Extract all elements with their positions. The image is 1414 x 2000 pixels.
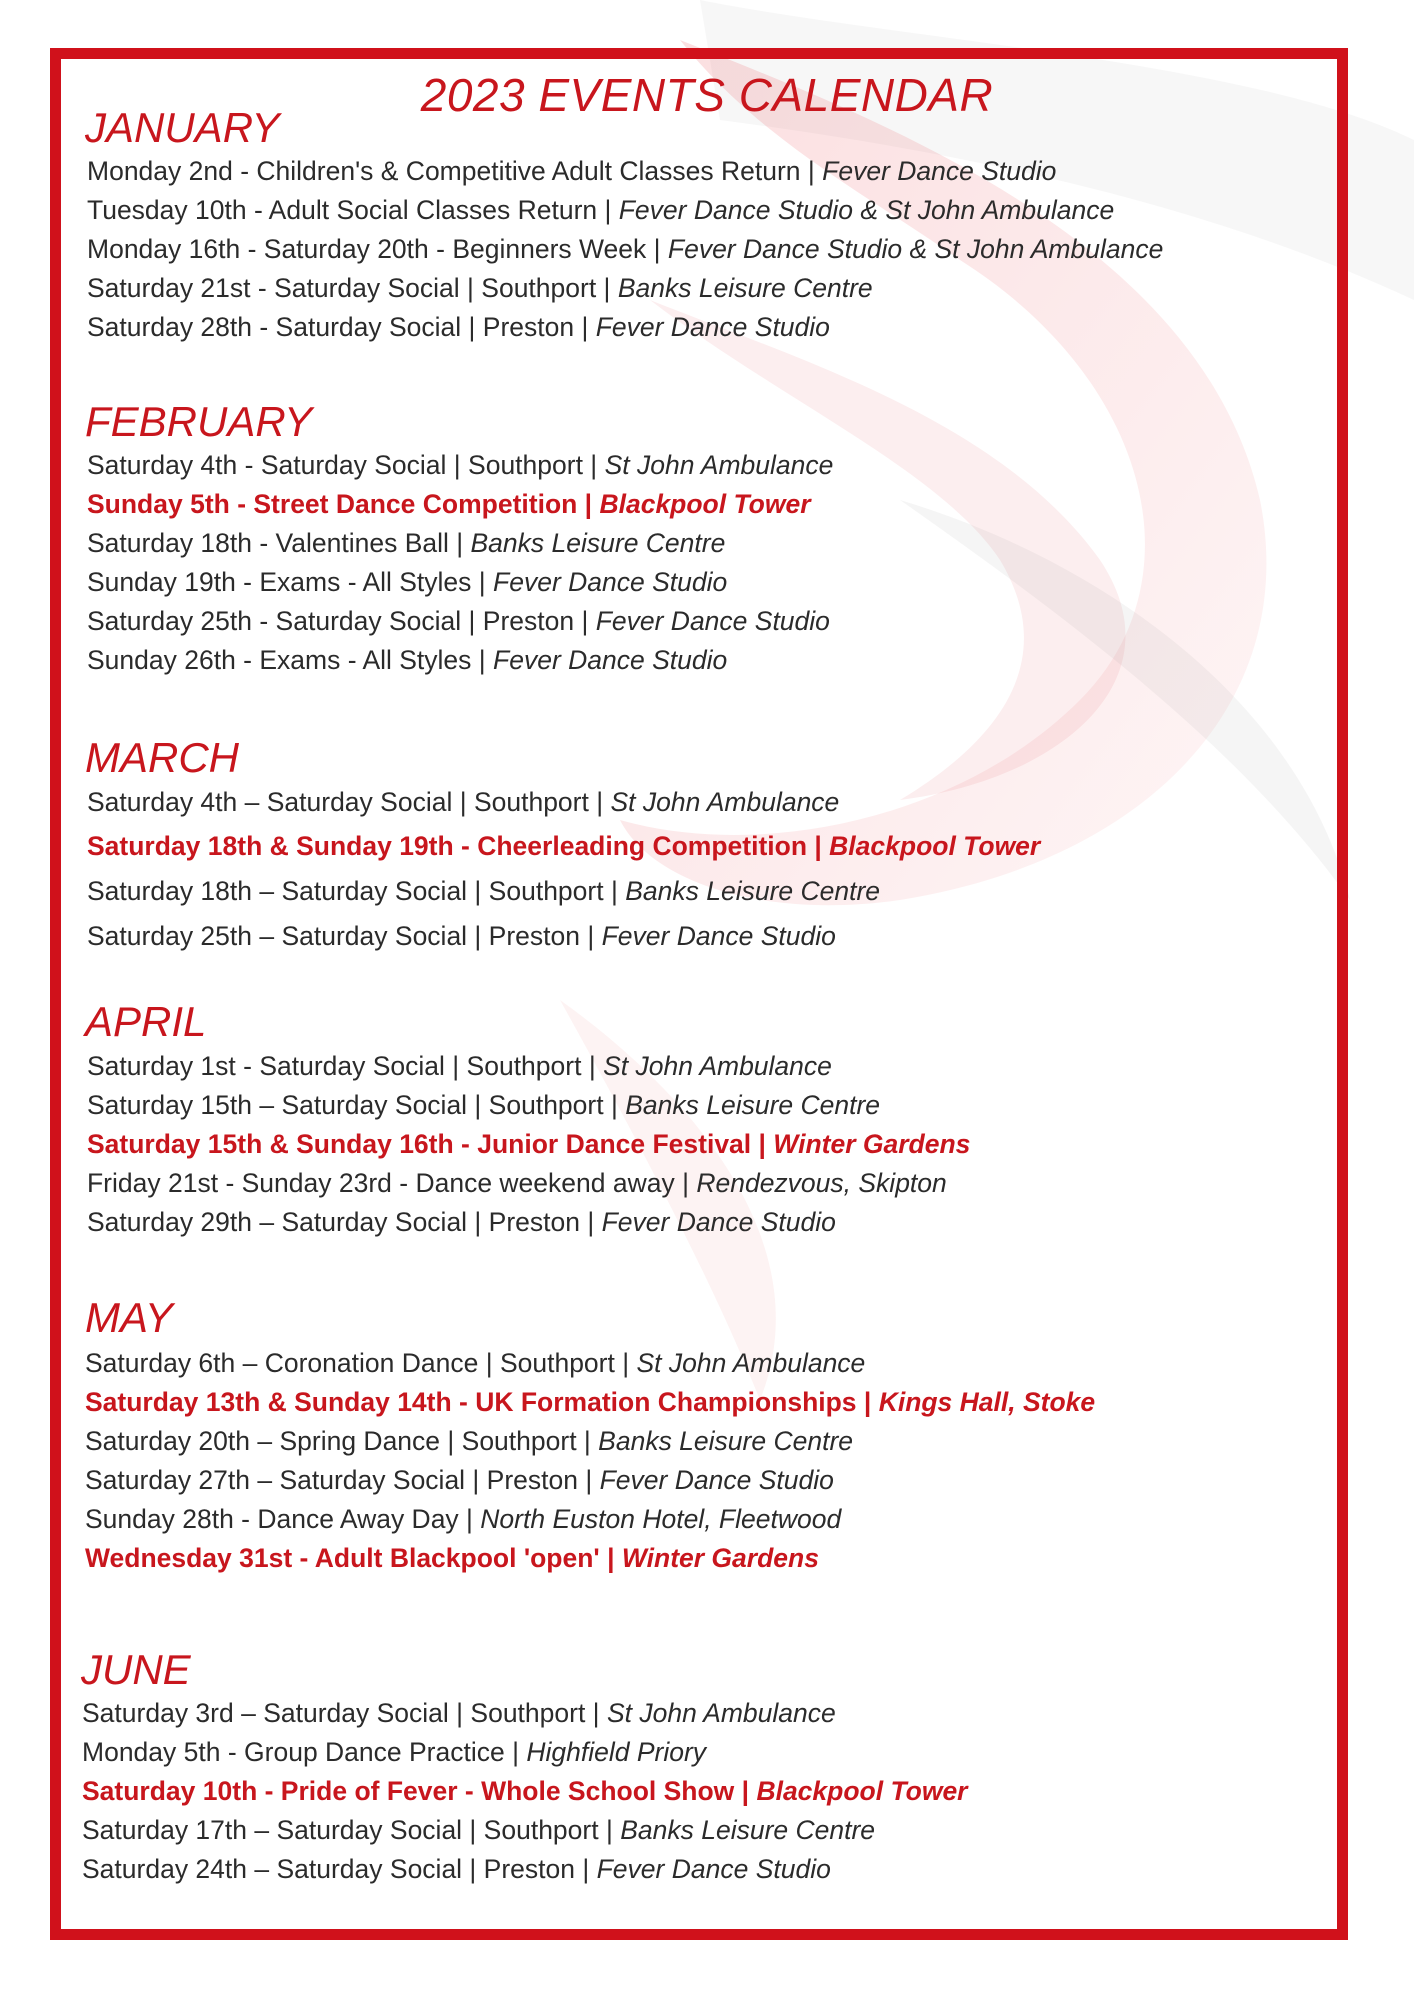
event-item: Saturday 6th – Coronation Dance | Southport | St John Ambulance xyxy=(85,1348,866,1378)
event-item: Saturday 18th – Saturday Social | Southport | Banks Leisure Centre xyxy=(87,876,881,906)
event-item: Friday 21st - Sunday 23rd - Dance weekend away | Rendezvous, Skipton xyxy=(87,1168,947,1198)
month-heading-january: JANUARY xyxy=(85,104,280,151)
month-heading-may: MAY xyxy=(85,1294,173,1341)
event-item-highlight: Sunday 5th - Street Dance Competition | Blackpool Tower xyxy=(87,489,811,519)
event-item: Monday 2nd - Children's & Competitive Adult Classes Return | Fever Dance Studio xyxy=(87,156,1057,186)
event-item-highlight: Saturday 15th & Sunday 16th - Junior Dance Festival | Winter Gardens xyxy=(87,1129,971,1159)
event-item: Saturday 3rd – Saturday Social | Southport | St John Ambulance xyxy=(82,1698,836,1728)
event-item: Sunday 19th - Exams - All Styles | Fever Dance Studio xyxy=(87,567,728,597)
event-item: Saturday 21st - Saturday Social | Southport | Banks Leisure Centre xyxy=(87,273,873,303)
event-item: Saturday 17th – Saturday Social | Southport | Banks Leisure Centre xyxy=(82,1815,876,1845)
event-item-highlight: Saturday 13th & Sunday 14th - UK Formation Championships | Kings Hall, Stoke xyxy=(85,1387,1096,1417)
month-heading-february: FEBRUARY xyxy=(85,398,313,445)
event-item: Saturday 4th - Saturday Social | Southport | St John Ambulance xyxy=(87,450,834,480)
event-list-may xyxy=(85,1344,1095,1578)
event-item: Saturday 25th - Saturday Social | Preston | Fever Dance Studio xyxy=(87,606,830,636)
month-heading-april: APRIL xyxy=(85,998,207,1045)
event-item-highlight: Wednesday 31st - Adult Blackpool 'open' | Winter Gardens xyxy=(85,1543,819,1573)
event-item: Tuesday 10th - Adult Social Classes Return | Fever Dance Studio & St John Ambulance xyxy=(87,195,1115,225)
event-list-january xyxy=(87,152,1163,347)
event-item: Saturday 18th - Valentines Ball | Banks Leisure Centre xyxy=(87,528,726,558)
event-item: Saturday 29th – Saturday Social | Preston | Fever Dance Studio xyxy=(87,1207,836,1237)
month-heading-june: JUNE xyxy=(81,1646,191,1693)
event-item: Saturday 20th – Spring Dance | Southport | Banks Leisure Centre xyxy=(85,1426,854,1456)
event-item: Sunday 26th - Exams - All Styles | Fever Dance Studio xyxy=(87,645,728,675)
month-heading-march: MARCH xyxy=(85,734,239,781)
event-list-june xyxy=(82,1694,968,1889)
page-title: 2023 EVENTS CALENDAR xyxy=(420,69,994,121)
event-list-february xyxy=(87,446,833,680)
event-list-april xyxy=(87,1047,970,1242)
event-item: Monday 16th - Saturday 20th - Beginners Week | Fever Dance Studio & St John Ambulance xyxy=(87,234,1164,264)
event-item: Saturday 28th - Saturday Social | Preston | Fever Dance Studio xyxy=(87,312,830,342)
event-item: Sunday 28th - Dance Away Day | North Euston Hotel, Fleetwood xyxy=(85,1504,842,1534)
event-list-march xyxy=(87,783,1040,956)
event-item-highlight: Saturday 10th - Pride of Fever - Whole School Show | Blackpool Tower xyxy=(82,1776,968,1806)
event-item: Monday 5th - Group Dance Practice | Highfield Priory xyxy=(82,1737,707,1767)
event-item: Saturday 27th – Saturday Social | Preston | Fever Dance Studio xyxy=(85,1465,834,1495)
event-item-highlight: Saturday 18th & Sunday 19th - Cheerleading Competition | Blackpool Tower xyxy=(87,831,1041,861)
event-item: Saturday 1st - Saturday Social | Southport | St John Ambulance xyxy=(87,1051,832,1081)
event-item: Saturday 4th – Saturday Social | Southport | St John Ambulance xyxy=(87,787,840,817)
event-item: Saturday 15th – Saturday Social | Southport | Banks Leisure Centre xyxy=(87,1090,881,1120)
event-item: Saturday 24th – Saturday Social | Preston | Fever Dance Studio xyxy=(82,1854,831,1884)
event-item: Saturday 25th – Saturday Social | Preston | Fever Dance Studio xyxy=(87,921,836,951)
